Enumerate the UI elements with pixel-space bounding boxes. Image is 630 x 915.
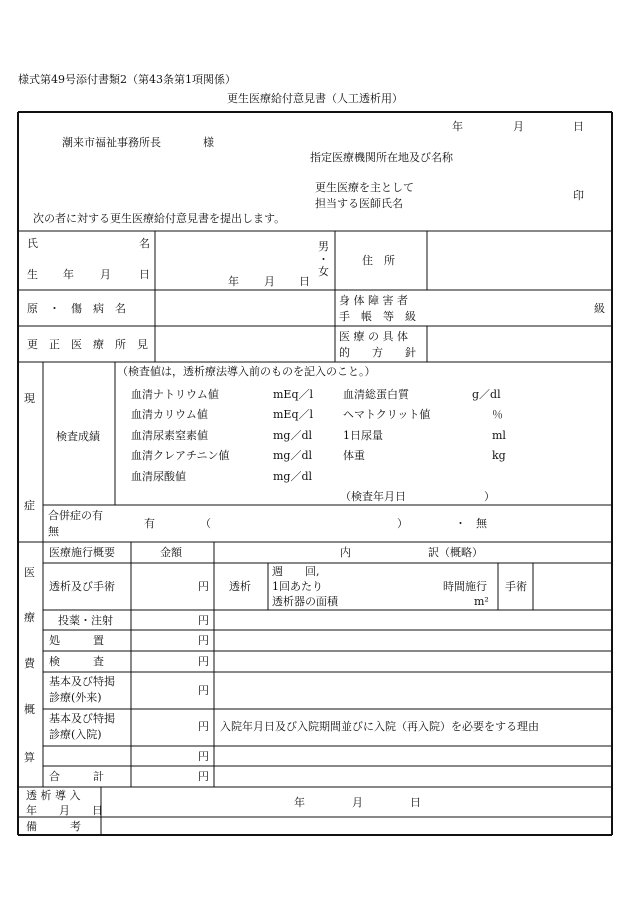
honorific: 様 — [203, 136, 214, 149]
sex-female: 女 — [318, 265, 329, 278]
remarks-label: 備 考 — [26, 820, 81, 833]
birth-month: 月 — [264, 275, 275, 288]
sex-male: 男 — [318, 240, 329, 253]
m2-unit: m² — [474, 595, 489, 608]
cost-header-detail: 内 訳（概略） — [340, 546, 483, 559]
handbook-label-2: 手 帳 等 級 — [339, 310, 416, 323]
yen-blank-row: 円 — [198, 750, 209, 763]
complication-dot: ・ — [455, 517, 466, 530]
handbook-label-1: 身 体 障 害 者 — [339, 294, 408, 307]
intro-month: 月 — [352, 796, 363, 809]
doctor-label-line1: 更生医療を主として — [315, 181, 414, 194]
exam-right-unit-1: g／dl — [472, 388, 501, 401]
per-session-label: 1回あたり — [272, 580, 323, 593]
exam-left-unit-1: mEq／l — [273, 388, 314, 401]
genshou-label-1: 現 — [24, 392, 35, 405]
membrane-area-label: 透析器の面積 — [272, 595, 338, 608]
weekly-label: 週 回, — [272, 565, 320, 578]
dialysis-label: 透析 — [229, 580, 251, 593]
outpatient-label-1: 基本及び特掲 — [49, 675, 115, 688]
exam-right-name-4: 体重 — [343, 449, 365, 462]
grade-label: 級 — [594, 302, 605, 315]
outpatient-label-2: 診療(外来) — [49, 691, 102, 704]
birth-label-1: 生 — [27, 268, 38, 281]
exam-date-close: ） — [484, 490, 495, 503]
exam-right-unit-4: kg — [492, 449, 506, 462]
exam-right-name-2: ヘマトクリット値 — [343, 408, 431, 421]
total-label: 合 計 — [49, 770, 104, 783]
name-label-1: 氏 — [27, 237, 38, 250]
cost-side-1: 医 — [24, 566, 35, 579]
birth-label-3: 月 — [100, 268, 111, 281]
addressee: 潮来市福祉事務所長 — [62, 136, 161, 149]
intro-label-1: 透 析 導 入 — [26, 789, 81, 802]
exam-right-name-1: 血清総蛋白質 — [343, 388, 409, 401]
dialysis-surgery-label: 透析及び手術 — [49, 580, 115, 593]
exam-left-unit-5: mg／dl — [273, 470, 313, 483]
exam-right-unit-3: ml — [492, 429, 506, 442]
exam-note: （検査値は，透析療法導入前のものを記入のこと。） — [117, 365, 376, 378]
name-label-2: 名 — [139, 237, 150, 250]
correction-label: 更 正 医 療 所 見 — [27, 338, 148, 351]
disease-label: 原 ・ 傷 病 名 — [27, 302, 126, 315]
yen-outpatient: 円 — [198, 684, 209, 697]
hours-label: 時間施行 — [443, 580, 487, 593]
exam-left-unit-3: mg／dl — [273, 429, 313, 442]
yen-inpatient: 円 — [198, 720, 209, 733]
cost-header-overview: 医療施行概要 — [49, 546, 115, 559]
complication-no: 無 — [476, 517, 487, 530]
complication-label-2: 無 — [48, 525, 59, 538]
cost-side-5: 算 — [24, 751, 35, 764]
exam-left-unit-4: mg／dl — [273, 449, 313, 462]
injection-label: 投薬・注射 — [58, 614, 113, 627]
cost-side-2: 療 — [24, 611, 35, 624]
exam-left-name-2: 血清カリウム値 — [131, 408, 208, 421]
plan-label-2: 的 方 針 — [339, 346, 416, 359]
birth-label-4: 日 — [139, 268, 150, 281]
intro-label-2: 年 月 日 — [26, 804, 103, 817]
seal-mark: 印 — [573, 189, 584, 202]
document-title: 更生医療給付意見書（人工透析用） — [227, 92, 403, 105]
institution-label: 指定医療機関所在地及び名称 — [310, 151, 453, 164]
birth-day: 日 — [299, 275, 310, 288]
complication-label-1: 合併症の有 — [48, 509, 103, 522]
cost-header-amount: 金額 — [160, 546, 182, 559]
cost-side-4: 概 — [24, 703, 35, 716]
inpatient-label-2: 診療(入院) — [49, 728, 102, 741]
header-day: 日 — [573, 120, 584, 133]
exam-left-unit-2: mEq／l — [273, 408, 314, 421]
inpatient-reason: 入院年月日及び入院期間並びに入院（再入院）を必要をする理由 — [220, 720, 539, 733]
plan-label-1: 医 療 の 具 体 — [339, 330, 408, 343]
yen-injection: 円 — [198, 614, 209, 627]
genshou-label-2: 症 — [24, 499, 35, 512]
header-month: 月 — [513, 120, 524, 133]
yen-examination: 円 — [198, 655, 209, 668]
complication-paren-open: （ — [200, 517, 211, 530]
inpatient-label-1: 基本及び特掲 — [49, 712, 115, 725]
exam-date-label: （検査年月日 — [340, 490, 406, 503]
doctor-label-line2: 担当する医師氏名 — [315, 197, 403, 210]
exam-left-name-4: 血清クレアチニン値 — [131, 449, 230, 462]
exam-left-name-5: 血清尿酸値 — [131, 470, 186, 483]
treatment-label: 処 置 — [49, 634, 104, 647]
exam-right-unit-2: ％ — [492, 408, 503, 421]
exam-label: 検査成績 — [56, 430, 100, 443]
birth-label-2: 年 — [63, 268, 74, 281]
statement: 次の者に対する更生医療給付意見書を提出します。 — [33, 212, 286, 225]
examination-label: 検 査 — [49, 655, 104, 668]
sex-dot: ・ — [318, 253, 329, 266]
cost-side-3: 費 — [24, 657, 35, 670]
address-label: 住 所 — [362, 254, 395, 267]
yen-total: 円 — [198, 770, 209, 783]
exam-left-name-3: 血清尿素窒素値 — [131, 429, 208, 442]
intro-year: 年 — [294, 796, 305, 809]
surgery-label: 手術 — [505, 580, 527, 593]
intro-day: 日 — [410, 796, 421, 809]
yen-treatment: 円 — [198, 634, 209, 647]
form-reference: 様式第49号添付書類2（第43条第1項関係） — [18, 73, 236, 86]
yen-dialysis: 円 — [198, 580, 209, 593]
exam-right-name-3: 1日尿量 — [343, 429, 383, 442]
birth-year: 年 — [228, 275, 239, 288]
complication-yes: 有 — [144, 517, 155, 530]
exam-left-name-1: 血清ナトリウム値 — [131, 388, 219, 401]
header-year: 年 — [452, 120, 463, 133]
complication-paren-close: ） — [397, 517, 408, 530]
